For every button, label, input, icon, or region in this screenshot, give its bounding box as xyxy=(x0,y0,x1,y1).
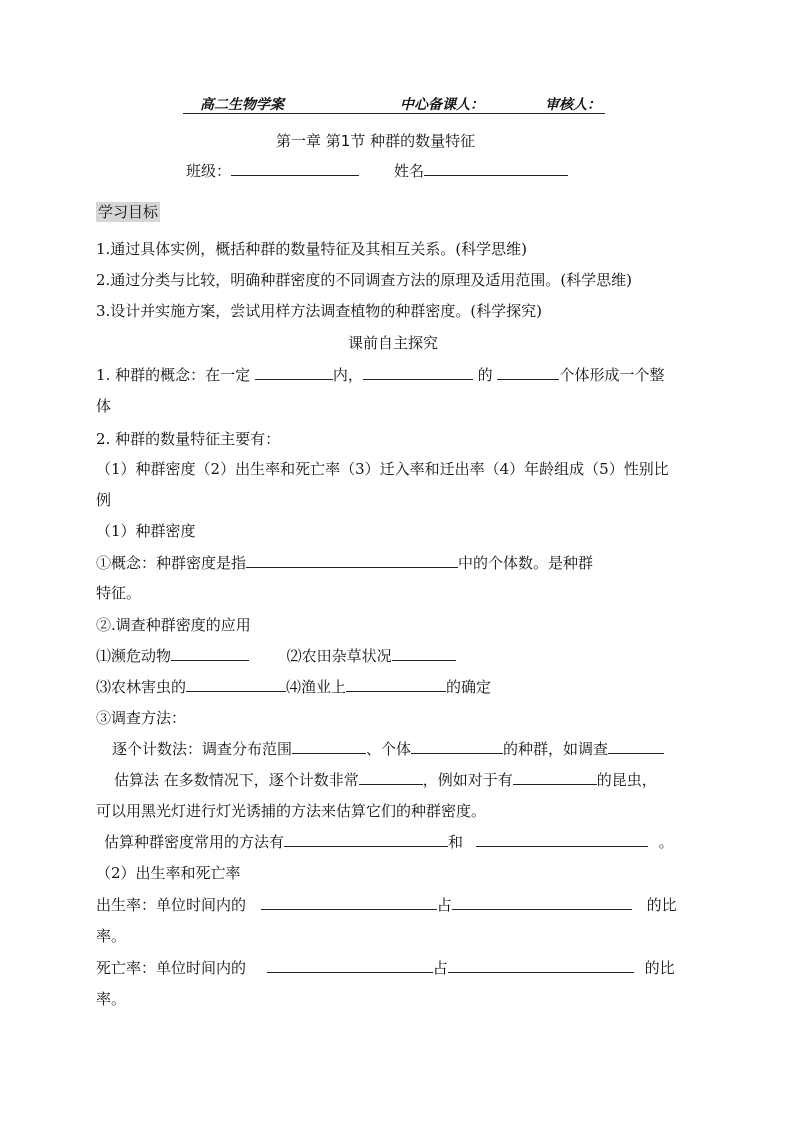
est-blank-1[interactable] xyxy=(359,770,423,785)
q2-list-cont: 例 xyxy=(96,491,112,509)
apply4-blank[interactable] xyxy=(346,677,446,692)
apply4b-text: 的确定 xyxy=(446,678,492,696)
apply3-blank[interactable] xyxy=(186,677,286,692)
q1-blank-2[interactable] xyxy=(363,365,473,380)
count-blank-1[interactable] xyxy=(292,739,366,754)
q2-list: （1）种群密度（2）出生率和死亡率（3）迁入率和迁出率（4）年龄组成（5）性别比 xyxy=(96,460,669,478)
count-text-a: 逐个计数法：调查分布范围 xyxy=(112,740,293,758)
birth-heading: （2）出生率和死亡率 xyxy=(96,864,241,882)
class-field[interactable] xyxy=(186,160,359,181)
estimate-line xyxy=(114,769,657,790)
objective-item: 2.通过分类与比较，明确种群密度的不同调查方法的原理及适用范围。(科学思维) xyxy=(96,271,633,289)
header-course: 高二生物学案 xyxy=(200,97,284,113)
concept-blank[interactable] xyxy=(246,553,458,568)
q1-line-2: 体 xyxy=(96,397,112,415)
est-blank-2[interactable] xyxy=(513,770,597,785)
density-concept-cont: 特征。 xyxy=(96,584,142,602)
est-text-b: ，例如对于有 xyxy=(422,771,513,789)
birth-line-2: 率。 xyxy=(96,927,127,945)
q1-text-a: 1. 种群的概念：在一定 xyxy=(96,366,251,384)
common-blank-2[interactable] xyxy=(476,832,648,847)
name-blank[interactable] xyxy=(424,161,568,176)
apply2-blank[interactable] xyxy=(392,646,456,661)
count-blank-2[interactable] xyxy=(411,739,503,754)
page-title: 第一章 第1节 种群的数量特征 xyxy=(276,132,476,150)
birth-text-b: 占 xyxy=(436,896,452,914)
count-text-b: 、个体 xyxy=(366,740,412,758)
density-heading: （1）种群密度 xyxy=(96,522,196,540)
death-line-2: 率。 xyxy=(96,990,127,1008)
method-heading: ③调查方法： xyxy=(96,709,187,727)
apply4-text: ⑷渔业上 xyxy=(286,678,347,696)
q1-blank-3[interactable] xyxy=(497,365,559,380)
count-text-c: 的种群，如调查 xyxy=(503,740,609,758)
death-text-a: 死亡率：单位时间内的 xyxy=(96,959,247,977)
common-text-a: 估算种群密度常用的方法有 xyxy=(104,833,285,851)
name-field[interactable] xyxy=(394,160,568,181)
concept-text-a: ①概念：种群密度是指 xyxy=(96,554,247,572)
apply3-text: ⑶农林害虫的 xyxy=(96,678,187,696)
apply-line-1 xyxy=(96,645,456,666)
common-methods-line xyxy=(104,831,674,852)
concept-text-b: 中的个体数。是种群 xyxy=(458,554,594,572)
objectives-heading-text: 学习目标 xyxy=(98,203,159,221)
birth-line xyxy=(96,894,677,915)
est-text-a: 估算法 在多数情况下，逐个计数非常 xyxy=(114,771,359,789)
apply-line-2 xyxy=(96,676,491,697)
death-blank-2[interactable] xyxy=(448,958,634,973)
death-text-b: 占 xyxy=(432,959,448,977)
death-blank-1[interactable] xyxy=(267,958,433,973)
birth-blank-1[interactable] xyxy=(261,895,437,910)
estimate-line-2: 可以用黑光灯进行灯光诱捕的方法来估算它们的种群密度。 xyxy=(96,802,487,820)
q1-blank-1[interactable] xyxy=(255,365,333,380)
q1-text-d: 个体形成一个整 xyxy=(559,366,665,384)
common-blank-1[interactable] xyxy=(284,832,448,847)
apply1-blank[interactable] xyxy=(171,646,249,661)
header-preparer: 中心备课人： xyxy=(400,97,484,113)
common-text-c: 。 xyxy=(658,833,674,851)
birth-text-c: 的比 xyxy=(646,896,677,914)
q1-line xyxy=(96,364,664,385)
q1-text-b: 内， xyxy=(332,366,363,384)
apply2-text: ⑵农田杂草状况 xyxy=(286,647,392,665)
objective-item: 1.通过具体实例，概括种群的数量特征及其相互关系。(科学思维) xyxy=(96,240,528,258)
birth-blank-2[interactable] xyxy=(452,895,632,910)
apply-heading: ②.调查种群密度的应用 xyxy=(96,616,251,634)
name-label: 姓名 xyxy=(394,162,425,180)
preview-heading: 课前自主探究 xyxy=(348,334,439,352)
common-text-b: 和 xyxy=(448,833,464,851)
q2-line: 2. 种群的数量特征主要有： xyxy=(96,430,281,448)
header-reviewer: 审核人： xyxy=(545,97,601,113)
class-label: 班级： xyxy=(186,162,232,180)
class-blank[interactable] xyxy=(231,161,359,176)
count-line xyxy=(112,738,664,759)
count-blank-3[interactable] xyxy=(608,739,664,754)
density-concept xyxy=(96,552,593,573)
apply1-text: ⑴濒危动物 xyxy=(96,647,172,665)
q1-text-c: 的 xyxy=(477,366,493,384)
death-text-c: 的比 xyxy=(644,959,675,977)
birth-text-a: 出生率：单位时间内的 xyxy=(96,896,247,914)
objective-item: 3.设计并实施方案，尝试用样方法调查植物的种群密度。(科学探究) xyxy=(96,302,543,320)
est-text-c: 的昆虫， xyxy=(596,771,657,789)
objectives-heading xyxy=(96,201,160,222)
death-line xyxy=(96,957,675,978)
